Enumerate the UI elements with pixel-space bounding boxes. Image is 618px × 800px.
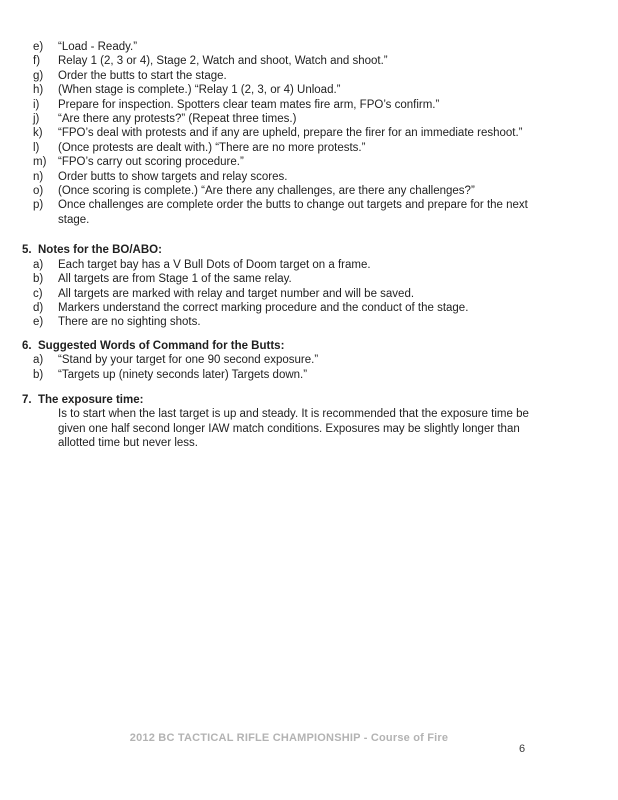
list-item-label: e) [33,316,44,329]
section-exposure-heading [0,393,618,407]
list-item-label: g) [33,69,44,82]
list-item [0,198,618,227]
list-item-text: Relay 1 (2, 3 or 4), Stage 2, Watch and shoot, Watch and shoot.” [58,55,388,68]
list-item-label: l) [33,141,40,154]
list-item [0,301,618,315]
section-title: The exposure time: [38,393,144,406]
list-item-text: Once challenges are complete order the butts to change out targets and prepare for the next stage. [58,199,528,226]
list-item [0,54,618,68]
section-exposure-time [0,393,618,451]
list-item-text: (Once protests are dealt with.) “There are no more protests.” [58,141,366,154]
list-item-text: Markers understand the correct marking procedure and the conduct of the stage. [58,301,469,314]
list-item-text: “Stand by your target for one 90 second exposure.” [58,354,319,367]
section-number: 7. [22,393,32,406]
list-item-text: (When stage is complete.) “Relay 1 (2, 3, or 4) Unload.” [58,84,341,97]
list-item-label: j) [33,113,40,126]
section-notes-heading [0,243,618,257]
list-item [0,287,618,301]
list-item [0,112,618,126]
list-item-label: n) [33,170,44,183]
list-item-text: Prepare for inspection. Spotters clear team mates fire arm, FPO’s confirm.” [58,98,440,111]
list-item-text: Each target bay has a V Bull Dots of Doom target on a frame. [58,258,371,271]
exposure-paragraph: Is to start when the last target is up and steady. It is recommended that the exposure time be given one half second longer IAW match conditions. Exposures may be slightly longer than allotted time but never less. [58,408,529,450]
list-item [0,98,618,112]
section-title: Notes for the BO/ABO: [38,244,162,257]
list-item-text: Order butts to show targets and relay scores. [58,170,288,183]
section-number: 6. [22,339,32,352]
list-item [0,315,618,329]
list-item-label: c) [33,287,43,300]
section-words-of-command [0,339,618,382]
notes-list [0,258,618,330]
list-item [0,368,618,382]
list-item-label: a) [33,354,44,367]
section-title: Suggested Words of Command for the Butts: [38,339,285,352]
footer [0,731,618,745]
list-item-label: d) [33,301,44,314]
list-item [0,272,618,286]
section-notes-bo-abo [0,243,618,329]
list-item-text: “FPO’s carry out scoring procedure.” [58,156,244,169]
list-item [0,258,618,272]
list-item-text: “Are there any protests?” (Repeat three times.) [58,113,297,126]
list-item-text: Order the butts to start the stage. [58,69,227,82]
list-item [0,184,618,198]
page-number: 6 [519,743,526,755]
list-item-label: e) [33,41,44,53]
list-item-label: f) [33,55,41,68]
list-item [0,353,618,367]
list-item-label: h) [33,84,44,97]
list-item-label: o) [33,185,44,198]
list-item-label: a) [33,258,44,271]
footer-title: 2012 BC TACTICAL RIFLE CHAMPIONSHIP - Course of Fire [129,732,449,744]
list-item-text: There are no sighting shots. [58,316,201,329]
list-item-text: “Targets up (ninety seconds later) Targets down.” [58,368,308,381]
document-content [0,40,618,451]
section-number: 5. [22,244,32,257]
list-item [0,69,618,83]
list-item-label: b) [33,273,44,286]
list-item-label: p) [33,199,44,212]
list-item-label: i) [33,98,40,111]
list-item-text: (Once scoring is complete.) “Are there any challenges, are there any challenges?” [58,185,475,198]
list-item [0,126,618,140]
list-item-text: “FPO’s deal with protests and if any are upheld, prepare the firer for an immediate reshoot.” [58,127,523,140]
list-item-text: “Load - Ready.” [58,41,138,53]
list-item [0,155,618,169]
list-item-text: All targets are marked with relay and target number and will be saved. [58,287,415,300]
list-item-label: b) [33,368,44,381]
list-item-label: k) [33,127,43,140]
list-item [0,170,618,184]
list-item [0,83,618,97]
section-words-heading [0,339,618,353]
list-item [0,40,618,54]
command-list-continued [0,40,618,227]
list-item-text: All targets are from Stage 1 of the same relay. [58,273,292,286]
list-item [0,141,618,155]
list-item-label: m) [33,156,47,169]
commands-list [0,353,618,382]
